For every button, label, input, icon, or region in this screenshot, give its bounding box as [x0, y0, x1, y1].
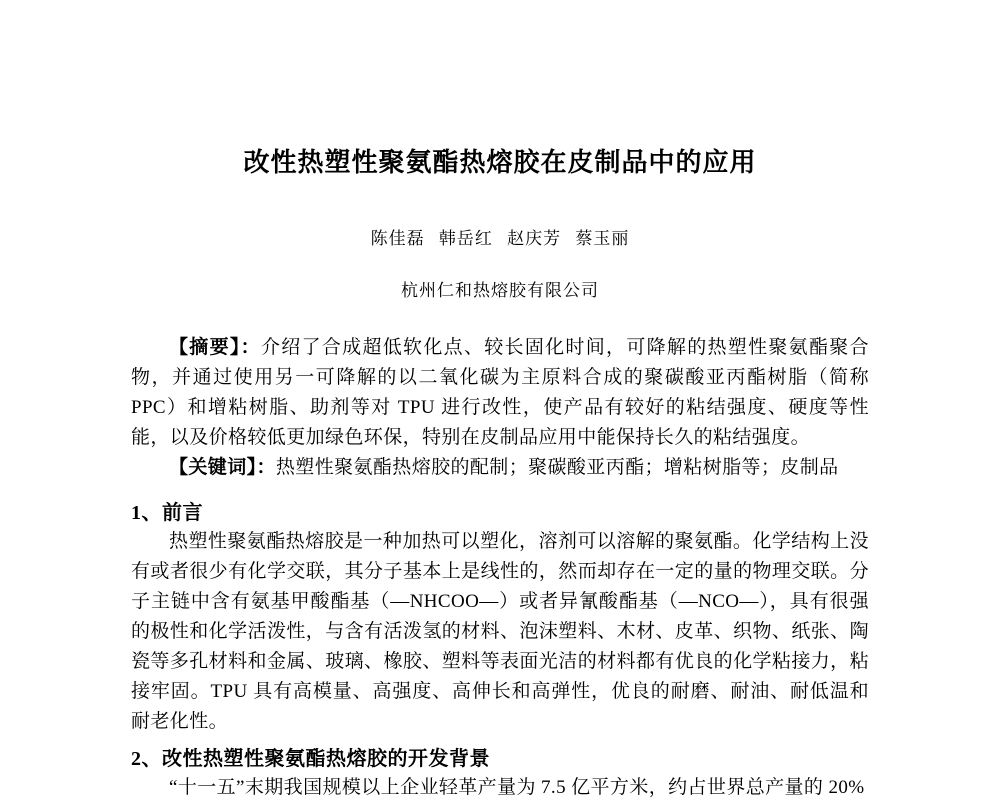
page-content	[131, 0, 869, 803]
section-1-paragraph: 热塑性聚氨酯热熔胶是一种加热可以塑化，溶剂可以溶解的聚氨酯。化学结构上没有或者很少有化学交联，其分子基本上是线性的，然而却存在一定的量的物理交联。分子主链中含有氨基甲酸酯基（—NHCOO—）或者异氰酸酯基（—NCO—），具有很强的极性和化学活泼性，与含有活泼氢的材料、泡沫塑料、木材、皮革、织物、纸张、陶瓷等多孔材料和金属、玻璃、橡胶、塑料等表面光洁的材料都有优良的化学粘接力，粘接牢固。TPU 具有高模量、高强度、高伸长和高弹性，优良的耐磨、耐油、耐低温和耐老化性。	[131, 531, 869, 732]
abstract-text: 介绍了合成超低软化点、较长固化时间，可降解的热塑性聚氨酯聚合物，并通过使用另一可降解的以二氧化碳为主原料合成的聚碳酸亚丙酯树脂（简称 PPC）和增粘树脂、助剂等对 TPU 进行改性，使产品有较好的粘结强度、硬度等性能，以及价格较低更加绿色环保，特别在皮制品应用中能保持长久的粘结强度。	[131, 337, 869, 448]
section-1-heading: 1、前言	[131, 502, 203, 524]
authors-line: 陈佳磊 韩岳红 赵庆芳 蔡玉丽	[370, 229, 630, 248]
affiliation-line: 杭州仁和热熔胶有限公司	[401, 281, 599, 300]
abstract-paragraph	[131, 333, 869, 453]
section-2-paragraph: “十一五”末期我国规模以上企业轻革产量为 7.5 亿平方米，约占世界总产量的 20%	[169, 777, 865, 798]
keywords-paragraph	[131, 453, 869, 483]
keywords-text: 热塑性聚氨酯热熔胶的配制；聚碳酸亚丙酯；增粘树脂等；皮制品	[275, 457, 839, 478]
keywords-label: 【关键词】：	[169, 457, 276, 478]
abstract-label: 【摘要】：	[169, 337, 261, 358]
paper-title: 改性热塑性聚氨酯热熔胶在皮制品中的应用	[243, 148, 757, 177]
section-2-heading: 2、改性热塑性聚氨酯热熔胶的开发背景	[131, 748, 490, 770]
abstract-block	[131, 333, 869, 483]
